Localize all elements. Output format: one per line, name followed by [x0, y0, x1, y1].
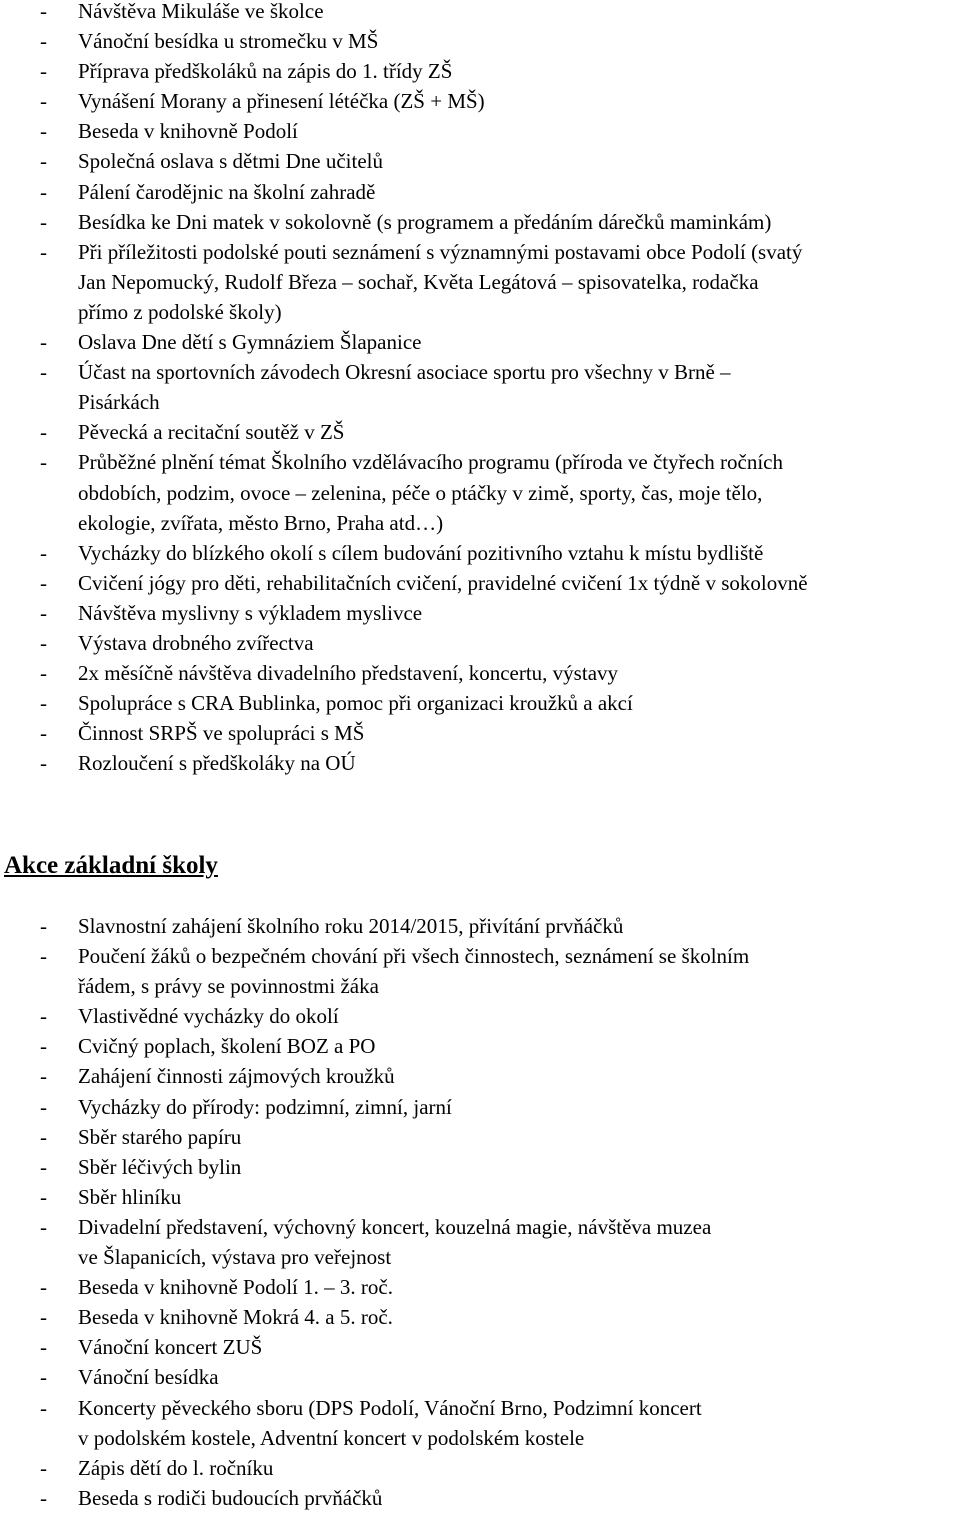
bullet-dash: -: [40, 914, 47, 938]
list-item: [0, 86, 808, 116]
list-item-text: Zahájení činnosti zájmových kroužků: [78, 1064, 395, 1089]
list-item: [0, 1122, 749, 1152]
bullet-dash: -: [40, 330, 47, 355]
list-item-text: Pisárkách: [78, 390, 160, 415]
list-item-text: Sběr starého papíru: [78, 1124, 242, 1149]
list-item: [0, 748, 808, 778]
list-item: [0, 1302, 749, 1332]
bullet-dash: -: [40, 89, 47, 114]
list-item: [0, 598, 808, 628]
list-item-text: Pálení čarodějnic na školní zahradě: [78, 179, 376, 204]
bullet-dash: -: [40, 630, 47, 655]
bullet-dash: -: [40, 1365, 47, 1390]
school-events-list: [0, 911, 749, 1513]
list-item-text: Spolupráce s CRA Bublinka, pomoc při organizaci kroužků a akcí: [78, 691, 633, 716]
bullet-dash: -: [40, 944, 47, 969]
list-item: [0, 1001, 749, 1031]
bullet-dash: -: [40, 1184, 47, 1209]
list-item-text: Vánoční besídka: [78, 1365, 219, 1390]
bullet-dash: -: [40, 420, 47, 445]
list-item-text: Vycházky do přírody: podzimní, zimní, jarní: [78, 1094, 452, 1119]
list-item: [0, 911, 749, 941]
list-item: [0, 116, 808, 146]
bullet-dash: -: [40, 1124, 47, 1149]
list-item: [0, 26, 808, 56]
bullet-dash: -: [40, 239, 47, 264]
list-item-text: Návštěva Mikuláše ve školce: [78, 0, 324, 23]
list-item-text: 2x měsíčně návštěva divadelního představení, koncertu, výstavy: [78, 661, 619, 686]
list-item-text: Cvičení jógy pro děti, rehabilitačních cvičení, pravidelné cvičení 1x týdně v sokolovně: [78, 570, 808, 595]
list-item: [0, 146, 808, 176]
kindergarten-events-list: [0, 0, 808, 778]
bullet-dash: -: [40, 1154, 47, 1179]
list-item-text: Beseda v knihovně Podolí 1. – 3. roč.: [78, 1275, 393, 1300]
list-item-text: Sběr hliníku: [78, 1184, 182, 1209]
bullet-dash: -: [40, 179, 47, 204]
list-item-text: Poučení žáků o bezpečném chování při všech činnostech, seznámení se školním: [78, 944, 750, 969]
list-item-text: Průběžné plnění témat Školního vzdělávacího programu (příroda ve čtyřech ročních: [78, 450, 783, 475]
list-item: [0, 628, 808, 658]
list-item-text: ve Šlapanicích, výstava pro veřejnost: [78, 1245, 392, 1270]
list-item: [0, 1393, 749, 1453]
list-item-text: Besídka ke Dni matek v sokolovně (s programem a předáním dárečků maminkám): [78, 209, 772, 234]
list-item-text: Příprava předškoláků na zápis do 1. třídy ZŠ: [78, 59, 453, 84]
list-item: [0, 1152, 749, 1182]
bullet-dash: -: [40, 1004, 47, 1029]
list-item-text: Vánoční koncert ZUŠ: [78, 1335, 263, 1360]
list-item-text: Vynášení Morany a přinesení létéčka (ZŠ + MŠ): [78, 89, 485, 114]
list-item-text: Zápis dětí do l. ročníku: [78, 1455, 274, 1480]
list-item-text: Koncerty pěveckého sboru (DPS Podolí, Vánoční Brno, Podzimní koncert: [78, 1395, 702, 1420]
bullet-dash: -: [40, 751, 47, 776]
list-item: [0, 1272, 749, 1302]
bullet-dash: -: [40, 661, 47, 686]
list-item: [0, 56, 808, 86]
list-item-text: Vánoční besídka u stromečku v MŠ: [78, 29, 379, 54]
list-item: [0, 237, 808, 327]
bullet-dash: -: [40, 29, 47, 54]
bullet-dash: -: [40, 119, 47, 144]
section-heading: Akce základní školy: [4, 852, 218, 879]
bullet-dash: -: [40, 1214, 47, 1239]
list-item: [0, 417, 808, 447]
list-item-text: obdobích, podzim, ovoce – zelenina, péče o ptáčky v zimě, sporty, čas, moje tělo,: [78, 480, 763, 505]
list-item-text: Rozloučení s předškoláky na OÚ: [78, 751, 356, 776]
bullet-dash: -: [40, 59, 47, 84]
list-item-text: Beseda v knihovně Mokrá 4. a 5. roč.: [78, 1305, 393, 1330]
list-item: [0, 718, 808, 748]
list-item-text: Cvičný poplach, školení BOZ a PO: [78, 1034, 376, 1059]
bullet-dash: -: [40, 1305, 47, 1330]
list-item: [0, 941, 749, 1001]
list-item: [0, 1092, 749, 1122]
bullet-dash: -: [40, 600, 47, 625]
list-item-text: Výstava drobného zvířectva: [78, 630, 314, 655]
list-item-text: Společná oslava s dětmi Dne učitelů: [78, 149, 384, 174]
list-item: [0, 1212, 749, 1272]
list-item-text: Vycházky do blízkého okolí s cílem budování pozitivního vztahu k místu bydliště: [78, 540, 764, 565]
list-item-text: Při příležitosti podolské pouti seznámení s významnými postavami obce Podolí (svatý: [78, 239, 803, 264]
list-item-text: řádem, s právy se povinnostmi žáka: [78, 974, 379, 999]
bullet-dash: -: [40, 1455, 47, 1480]
list-item: [0, 207, 808, 237]
list-item-text: Oslava Dne dětí s Gymnáziem Šlapanice: [78, 330, 422, 355]
list-item: [0, 447, 808, 537]
bullet-dash: -: [40, 1335, 47, 1360]
bullet-dash: -: [40, 149, 47, 174]
list-item-text: Divadelní představení, výchovný koncert, kouzelná magie, návštěva muzea: [78, 1214, 712, 1239]
bullet-dash: -: [40, 1275, 47, 1300]
bullet-dash: -: [40, 1485, 47, 1510]
bullet-dash: -: [40, 1395, 47, 1420]
list-item-text: přímo z podolské školy): [78, 299, 282, 324]
bullet-dash: -: [40, 1034, 47, 1059]
list-item: [0, 658, 808, 688]
list-item: [0, 1332, 749, 1362]
list-item: [0, 1453, 749, 1483]
list-item-text: ekologie, zvířata, město Brno, Praha atd…): [78, 510, 444, 535]
bullet-dash: -: [40, 0, 47, 23]
bullet-dash: -: [40, 691, 47, 716]
list-item: [0, 177, 808, 207]
list-item-text: Vlastivědné vycházky do okolí: [78, 1004, 339, 1029]
bullet-dash: -: [40, 450, 47, 475]
list-item-text: Beseda s rodiči budoucích prvňáčků: [78, 1485, 383, 1510]
bullet-dash: -: [40, 360, 47, 385]
list-item-text: v podolském kostele, Adventní koncert v podolském kostele: [78, 1425, 585, 1450]
list-item-text: Sběr léčivých bylin: [78, 1154, 242, 1179]
bullet-dash: -: [40, 540, 47, 565]
bullet-dash: -: [40, 570, 47, 595]
list-item: [0, 538, 808, 568]
list-item-text: Činnost SRPŠ ve spolupráci s MŠ: [78, 721, 365, 746]
bullet-dash: -: [40, 1094, 47, 1119]
list-item: [0, 1483, 749, 1513]
list-item: [0, 327, 808, 357]
list-item: [0, 1182, 749, 1212]
list-item-text: Pěvecká a recitační soutěž v ZŠ: [78, 420, 345, 445]
bullet-dash: -: [40, 209, 47, 234]
list-item-text: Účast na sportovních závodech Okresní asociace sportu pro všechny v Brně –: [78, 360, 731, 385]
list-item: [0, 688, 808, 718]
list-item-text: Slavnostní zahájení školního roku 2014/2015, přivítání prvňáčků: [78, 914, 624, 938]
bullet-dash: -: [40, 721, 47, 746]
list-item: [0, 1362, 749, 1392]
bullet-dash: -: [40, 1064, 47, 1089]
list-item-text: Beseda v knihovně Podolí: [78, 119, 298, 144]
list-item: [0, 1061, 749, 1091]
list-item: [0, 568, 808, 598]
list-item-text: Návštěva myslivny s výkladem myslivce: [78, 600, 423, 625]
list-item: [0, 357, 808, 417]
list-item: [0, 1031, 749, 1061]
list-item-text: Jan Nepomucký, Rudolf Březa – sochař, Květa Legátová – spisovatelka, rodačka: [78, 269, 759, 294]
list-item: [0, 0, 808, 26]
